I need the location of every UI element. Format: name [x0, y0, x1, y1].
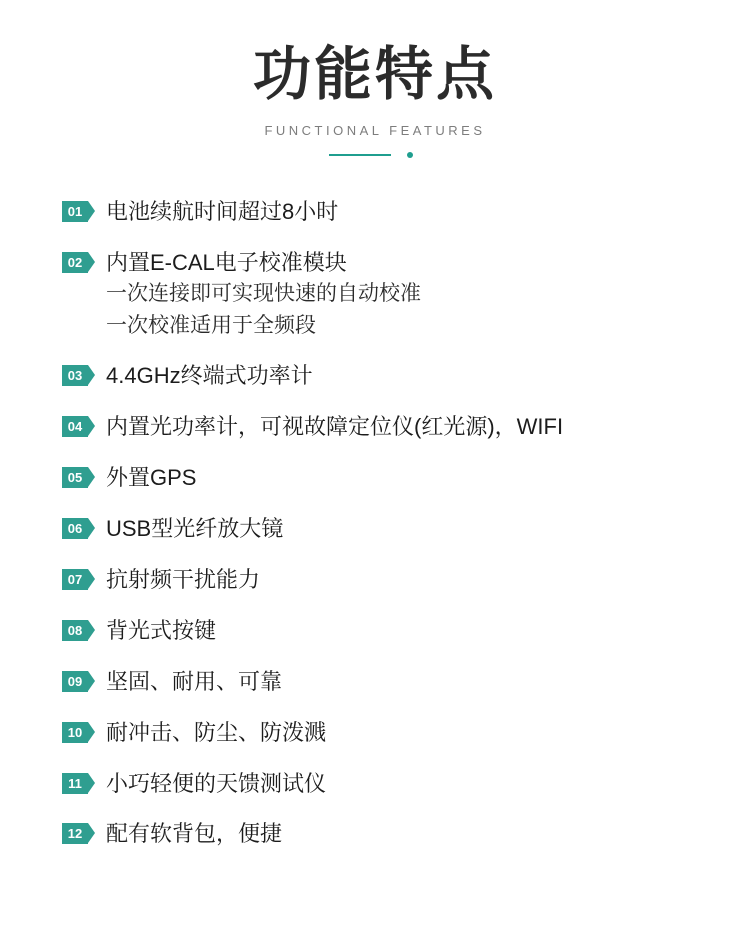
feature-number-badge: 07 — [62, 569, 88, 590]
feature-text — [106, 462, 196, 494]
feature-list — [0, 196, 750, 851]
list-item — [62, 360, 720, 392]
feature-title: 小巧轻便的天馈测试仪 — [106, 770, 327, 796]
feature-title: 耐冲击、防尘、防泼溅 — [106, 719, 327, 745]
feature-title: 抗射频干扰能力 — [106, 567, 261, 593]
feature-title: 4.4GHz终端式功率计 — [106, 363, 313, 389]
list-item — [62, 717, 720, 749]
list-item — [62, 247, 720, 342]
list-item — [62, 564, 720, 596]
feature-number-badge: 05 — [62, 467, 88, 488]
list-item — [62, 513, 720, 545]
feature-text — [106, 615, 216, 647]
list-item — [62, 615, 720, 647]
page-subtitle: FUNCTIONAL FEATURES — [264, 122, 486, 138]
divider-bar — [329, 154, 391, 156]
feature-title: 内置E-CAL电子校准模块 — [106, 249, 347, 275]
page-title: 功能特点 — [252, 42, 497, 107]
feature-text — [106, 513, 283, 545]
divider-dot-icon — [407, 152, 413, 158]
list-item — [62, 666, 720, 698]
feature-text — [106, 666, 282, 698]
list-item — [62, 411, 720, 443]
feature-number-badge: 03 — [62, 365, 88, 386]
feature-text — [106, 411, 563, 443]
feature-text — [106, 360, 313, 392]
feature-text — [106, 717, 326, 749]
list-item — [62, 196, 720, 228]
feature-title: 外置GPS — [106, 465, 197, 491]
feature-title: 配有软背包，便捷 — [106, 821, 283, 847]
feature-text — [106, 768, 326, 800]
feature-text — [106, 564, 260, 596]
feature-subline: 一次校准适用于全频段 — [106, 313, 316, 337]
list-item — [62, 768, 720, 800]
feature-number-badge: 02 — [62, 252, 88, 273]
feature-title: 内置光功率计，可视故障定位仪(红光源)，WIFI — [106, 414, 564, 440]
feature-number-badge: 09 — [62, 671, 88, 692]
feature-number-badge: 12 — [62, 823, 88, 844]
feature-title: 坚固、耐用、可靠 — [106, 668, 283, 694]
feature-number-badge: 01 — [62, 201, 88, 222]
feature-title: USB型光纤放大镜 — [106, 516, 284, 542]
title-divider — [329, 150, 421, 160]
feature-number-badge: 04 — [62, 416, 88, 437]
list-item — [62, 818, 720, 850]
list-item — [62, 462, 720, 494]
feature-title: 电池续航时间超过8小时 — [106, 198, 339, 224]
feature-number-badge: 10 — [62, 722, 88, 743]
feature-number-badge: 06 — [62, 518, 88, 539]
feature-text — [106, 196, 338, 228]
feature-number-badge: 11 — [62, 773, 88, 794]
page-header — [0, 0, 750, 160]
feature-subline: 一次连接即可实现快速的自动校准 — [106, 282, 421, 306]
feature-text — [106, 247, 421, 342]
feature-number-badge: 08 — [62, 620, 88, 641]
feature-title: 背光式按键 — [106, 617, 217, 643]
feature-text — [106, 818, 282, 850]
